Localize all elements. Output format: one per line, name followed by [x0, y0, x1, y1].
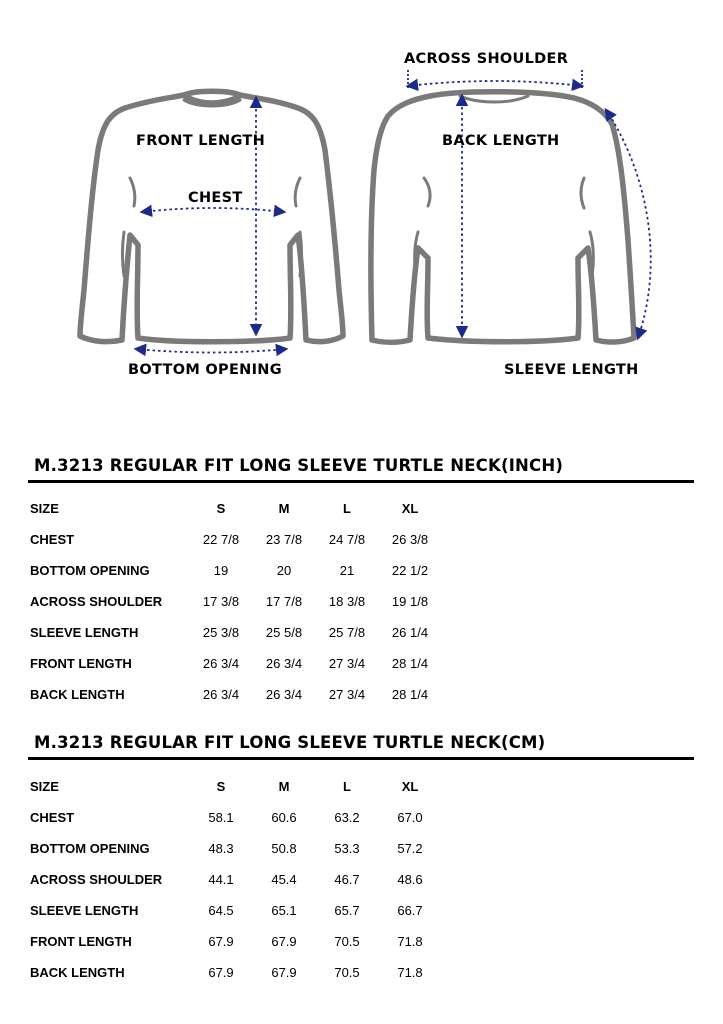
table-cell: 26 1/4 [391, 625, 429, 640]
table-cell: 27 3/4 [328, 687, 366, 702]
table-row [0, 532, 723, 552]
table-cell: 23 7/8 [265, 532, 303, 547]
table-row [0, 872, 723, 892]
across-shoulder-arrow [408, 81, 582, 86]
front-length-label: FRONT LENGTH [136, 133, 266, 149]
header-cell: XL [401, 501, 419, 516]
table-cell: 22 7/8 [202, 532, 240, 547]
header-cell: M [278, 501, 290, 516]
table-cell: 71.8 [397, 965, 423, 980]
table-cell: 25 7/8 [328, 625, 366, 640]
table-cell: 26 3/4 [202, 687, 240, 702]
bottom-opening-arrow [136, 349, 286, 353]
table-header-row [0, 501, 723, 521]
table-cell: 26 3/8 [391, 532, 429, 547]
header-cell: XL [401, 779, 419, 794]
table-cell: 48.6 [397, 872, 423, 887]
cm-table-rule [28, 757, 694, 760]
across-shoulder-label: ACROSS SHOULDER [404, 51, 569, 67]
table-cell: 67.9 [208, 965, 234, 980]
table-cell: 71.8 [397, 934, 423, 949]
back-shirt-outline [371, 92, 634, 343]
table-cell: 21 [339, 563, 355, 578]
table-cell: 48.3 [208, 841, 234, 856]
header-cell: SIZE [30, 501, 59, 516]
row-label: BOTTOM OPENING [30, 563, 150, 578]
table-cell: 65.1 [271, 903, 297, 918]
table-cell: 28 1/4 [391, 687, 429, 702]
table-row [0, 903, 723, 923]
chest-arrow [142, 208, 284, 212]
row-label: FRONT LENGTH [30, 934, 132, 949]
row-label: CHEST [30, 810, 75, 825]
header-cell: SIZE [30, 779, 59, 794]
garment-measurement-diagram [0, 0, 723, 400]
table-cell: 19 1/8 [391, 594, 429, 609]
table-row [0, 810, 723, 830]
row-label: BACK LENGTH [30, 687, 125, 702]
table-cell: 24 7/8 [328, 532, 366, 547]
table-cell: 57.2 [397, 841, 423, 856]
inch-table-rule [28, 480, 694, 483]
table-cell: 67.9 [271, 934, 297, 949]
table-cell: 67.0 [397, 810, 423, 825]
bottom-opening-label: BOTTOM OPENING [128, 362, 282, 378]
table-cell: 66.7 [397, 903, 423, 918]
front-shirt-outline [80, 91, 343, 342]
table-header-row [0, 779, 723, 799]
header-cell: M [278, 779, 290, 794]
table-cell: 19 [213, 563, 229, 578]
table-cell: 20 [276, 563, 292, 578]
table-row [0, 594, 723, 614]
header-cell: L [343, 779, 351, 794]
cm-table-title: M.3213 REGULAR FIT LONG SLEEVE TURTLE NECK(CM) [34, 733, 546, 752]
table-cell: 25 3/8 [202, 625, 240, 640]
table-row [0, 934, 723, 954]
row-label: ACROSS SHOULDER [30, 872, 163, 887]
table-cell: 63.2 [334, 810, 360, 825]
table-cell: 22 1/2 [391, 563, 429, 578]
table-row [0, 625, 723, 645]
inch-table-title: M.3213 REGULAR FIT LONG SLEEVE TURTLE NECK(INCH) [34, 456, 564, 475]
table-cell: 44.1 [208, 872, 234, 887]
table-cell: 18 3/8 [328, 594, 366, 609]
table-cell: 60.6 [271, 810, 297, 825]
table-cell: 64.5 [208, 903, 234, 918]
table-row [0, 656, 723, 676]
row-label: BOTTOM OPENING [30, 841, 150, 856]
table-cell: 17 3/8 [202, 594, 240, 609]
table-cell: 65.7 [334, 903, 360, 918]
header-cell: S [216, 779, 226, 794]
table-cell: 53.3 [334, 841, 360, 856]
table-cell: 28 1/4 [391, 656, 429, 671]
table-row [0, 841, 723, 861]
table-row [0, 687, 723, 707]
table-cell: 26 3/4 [265, 687, 303, 702]
header-cell: S [216, 501, 226, 516]
row-label: SLEEVE LENGTH [30, 903, 139, 918]
table-cell: 70.5 [334, 965, 360, 980]
chest-label: CHEST [188, 190, 243, 206]
table-cell: 67.9 [271, 965, 297, 980]
table-cell: 50.8 [271, 841, 297, 856]
row-label: CHEST [30, 532, 75, 547]
row-label: ACROSS SHOULDER [30, 594, 163, 609]
back-length-label: BACK LENGTH [442, 133, 560, 149]
table-row [0, 563, 723, 583]
table-row [0, 965, 723, 985]
table-cell: 70.5 [334, 934, 360, 949]
table-cell: 26 3/4 [265, 656, 303, 671]
table-cell: 17 7/8 [265, 594, 303, 609]
table-cell: 26 3/4 [202, 656, 240, 671]
header-cell: L [343, 501, 351, 516]
sleeve-length-label: SLEEVE LENGTH [504, 362, 639, 378]
row-label: BACK LENGTH [30, 965, 125, 980]
table-cell: 58.1 [208, 810, 234, 825]
table-cell: 25 5/8 [265, 625, 303, 640]
row-label: FRONT LENGTH [30, 656, 132, 671]
table-cell: 46.7 [334, 872, 360, 887]
row-label: SLEEVE LENGTH [30, 625, 139, 640]
table-cell: 45.4 [271, 872, 297, 887]
table-cell: 27 3/4 [328, 656, 366, 671]
table-cell: 67.9 [208, 934, 234, 949]
